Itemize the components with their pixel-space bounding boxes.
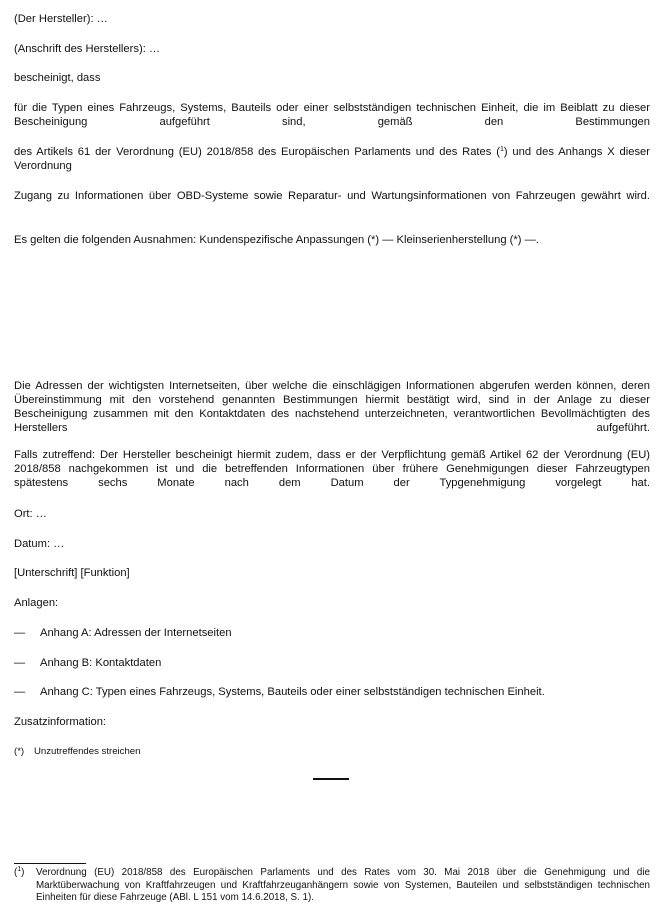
footnote-mark bbox=[14, 867, 24, 880]
signature-line: [Unterschrift] [Funktion] bbox=[14, 567, 130, 579]
footnote-ref: 1 bbox=[499, 146, 504, 153]
access-paragraph: Zugang zu Informationen über OBD-Systeme sowie Reparatur- und Wartungsinformationen von Fahrzeugen gewährt wird. bbox=[14, 190, 650, 202]
place-line: Ort: … bbox=[14, 508, 47, 520]
annex-item bbox=[14, 626, 654, 640]
asterisk-note bbox=[14, 745, 650, 759]
annex-item bbox=[14, 685, 654, 699]
footnote-mark-close: ) bbox=[21, 867, 25, 878]
footnote-mark-open: ( bbox=[14, 867, 18, 878]
annexes-label: Anlagen: bbox=[14, 597, 59, 609]
article-paragraph bbox=[14, 145, 650, 187]
dash-bullet: — bbox=[14, 627, 26, 639]
date-line: Datum: … bbox=[14, 538, 65, 550]
annex-text: Anhang B: Kontaktdaten bbox=[40, 657, 162, 669]
annex-text: Anhang A: Adressen der Internetseiten bbox=[40, 627, 232, 639]
annex-item bbox=[14, 656, 654, 670]
asterisk-mark: (*) bbox=[14, 746, 25, 757]
footnote bbox=[14, 867, 650, 905]
article-text-a: des Artikels 61 der Verordnung (EU) 2018/858 des Europäischen Parlaments und des Rates ( bbox=[14, 146, 500, 158]
addresses-paragraph: Die Adressen der wichtigsten Internetseiten, über welche die einschlägigen Informationen abgerufen werden können, deren Übereinstimmung mit den vorstehend genannten Bestimmungen hiermit bestätigt wird, sind in der Anlage zu dieser Bescheinigung zusammen mit den Kontaktdaten des nachstehend unterzeichneten, verantwortlichen Bevollmächtigten des Herstellers aufgeführt. bbox=[14, 380, 650, 434]
asterisk-note-text: Unzutreffendes streichen bbox=[34, 746, 141, 757]
footnote-separator bbox=[14, 863, 86, 864]
dash-bullet: — bbox=[14, 686, 26, 698]
footnote-mark-number: 1 bbox=[17, 866, 22, 873]
types-paragraph: für die Typen eines Fahrzeugs, Systems, Bauteils oder einer selbstständigen technischen Einheit, die im Beiblatt zu dieser Bescheinigung aufgeführt sind, gemäß den Bestimmungen bbox=[14, 102, 650, 128]
manufacturer-address-line: (Anschrift des Herstellers): … bbox=[14, 43, 161, 55]
dash-bullet: — bbox=[14, 657, 26, 669]
if-applicable-paragraph: Falls zutreffend: Der Hersteller bescheinigt hiermit zudem, dass er der Verpflichtung gemäß Artikel 62 der Verordnung (EU) 2018/858 nachgekommen ist und die betreffenden Informationen über frühere Genehmigungen dieser Fahrzeugtypen spätestens sechs Monate nach dem Datum der Typgenehmigung vorgelegt hat. bbox=[14, 449, 650, 489]
additional-info-label: Zusatzinformation: bbox=[14, 716, 107, 728]
certifies-line: bescheinigt, dass bbox=[14, 72, 101, 84]
exceptions-paragraph: Es gelten die folgenden Ausnahmen: Kundenspezifische Anpassungen (*) — Kleinserienherstellung (*) —. bbox=[14, 234, 539, 246]
article-text-b: ) und des Anhangs X dieser Verordnung bbox=[14, 146, 650, 172]
annex-text: Anhang C: Typen eines Fahrzeugs, Systems, Bauteils oder einer selbstständigen technischen Einheit. bbox=[40, 686, 545, 698]
manufacturer-line: (Der Hersteller): … bbox=[14, 13, 108, 25]
end-rule bbox=[313, 778, 349, 780]
footnote-text: Verordnung (EU) 2018/858 des Europäischen Parlaments und des Rates vom 30. Mai 2018 über die Genehmigung und die Marktüberwachung von Kraftfahrzeugen und Kraftfahrzeuganhängern sowie von Systemen, Bauteilen und selbstständigen technischen Einheiten für diese Fahrzeuge (ABl. L 151 vom 14.6.2018, S. 1). bbox=[36, 867, 650, 903]
